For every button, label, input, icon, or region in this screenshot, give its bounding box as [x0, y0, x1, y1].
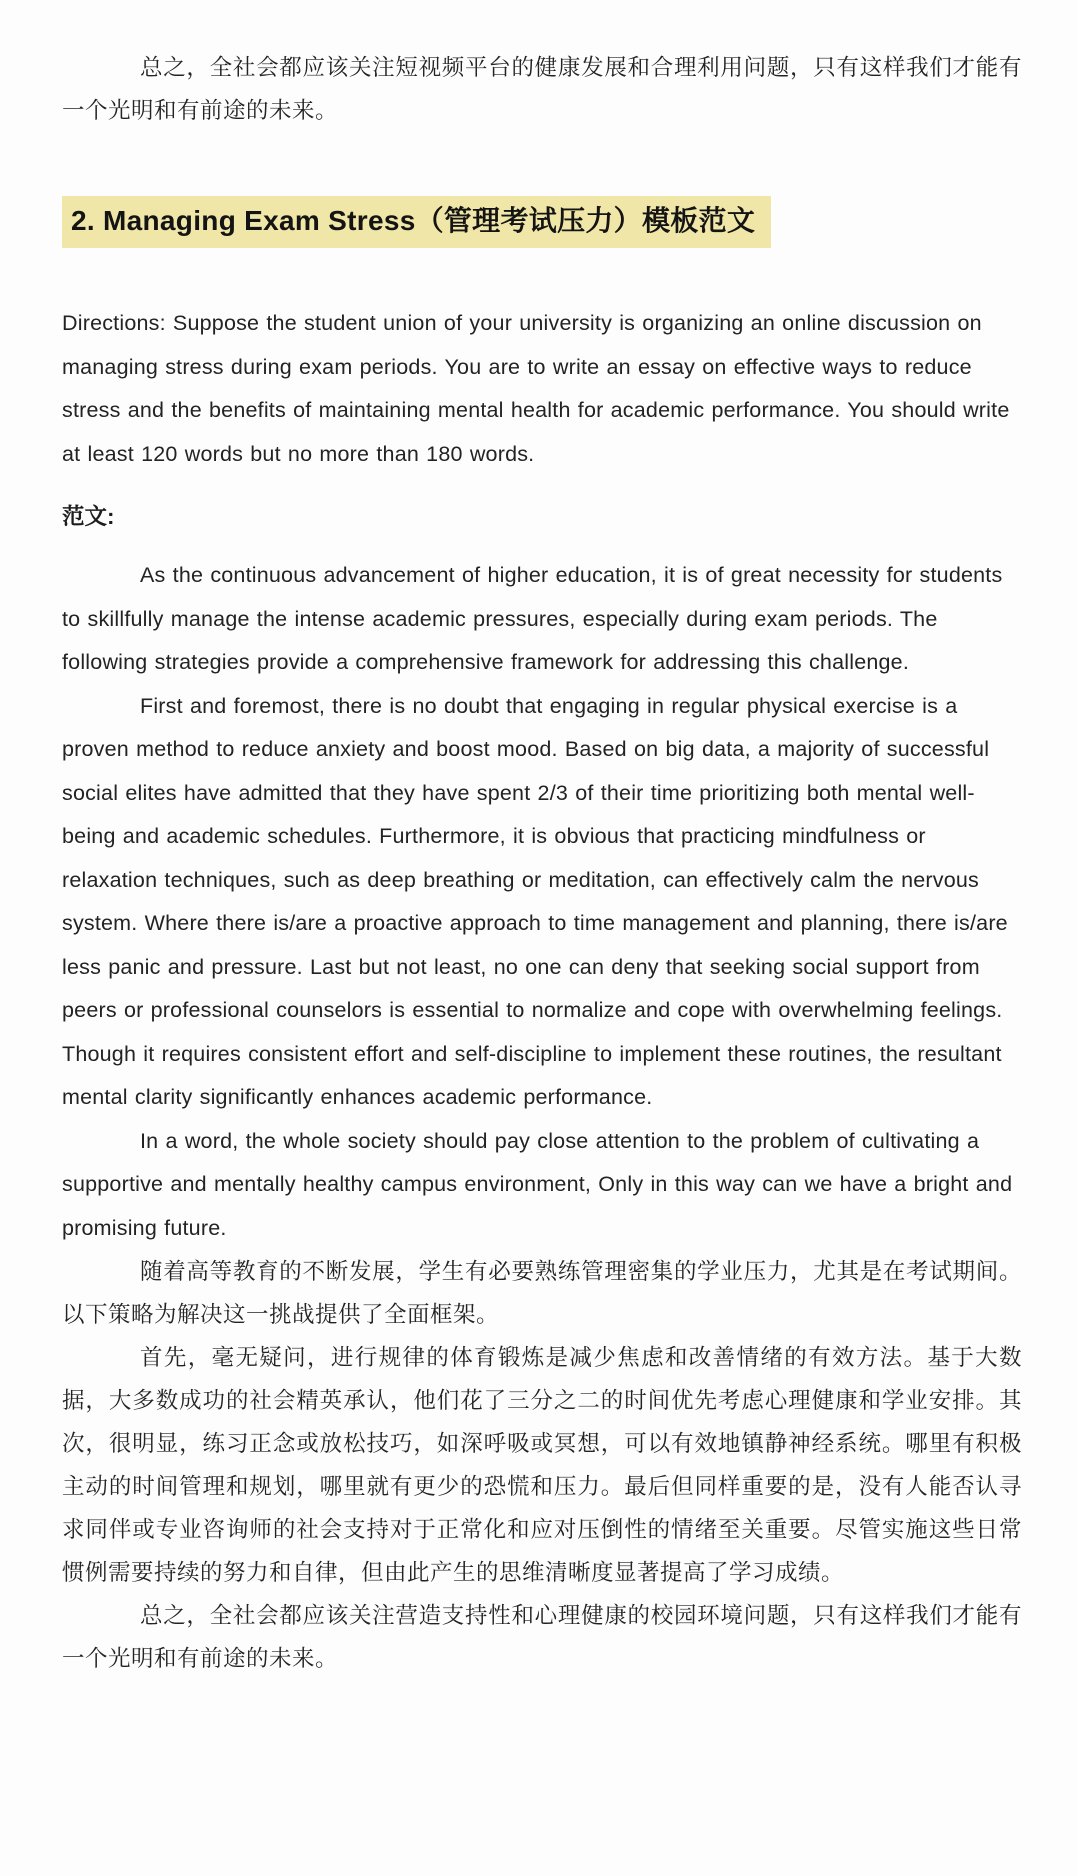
essay-zh-paragraph-2: 首先，毫无疑问，进行规律的体育锻炼是减少焦虑和改善情绪的有效方法。基于大数据，大多数成功的社会精英承认，他们花了三分之二的时间优先考虑心理健康和学业安排。其次，很明显，练习正念或放松技巧，如深呼吸或冥想，可以有效地镇静神经系统。哪里有积极主动的时间管理和规划，哪里就有更少的恐慌和压力。最后但同样重要的是，没有人能否认寻求同伴或专业咨询师的社会支持对于正常化和应对压倒性的情绪至关重要。尽管实施这些日常惯例需要持续的努力和自律，但由此产生的思维清晰度显著提高了学习成绩。 [62, 1345, 1022, 1585]
directions-paragraph: Directions: Suppose the student union of your university is organizing an online discussion on managing stress during exam periods. You are to write an essay on effective ways to reduce stress and the benefits of maintaining mental health for academic performance. You should write at least 120 words but no more than 180 words. [62, 311, 1010, 466]
section-heading: 2. Managing Exam Stress（管理考试压力）模板范文 [62, 196, 771, 248]
essay-zh-paragraph-1: 随着高等教育的不断发展，学生有必要熟练管理密集的学业压力，尤其是在考试期间。以下策略为解决这一挑战提供了全面框架。 [62, 1259, 1022, 1327]
previous-section-conclusion: 总之，全社会都应该关注短视频平台的健康发展和合理利用问题，只有这样我们才能有一个光明和有前途的未来。 [62, 55, 1022, 123]
essay-en-paragraph-3: In a word, the whole society should pay close attention to the problem of cultivating a supportive and mentally healthy campus environment, Only in this way can we have a bright and promising future. [62, 1128, 1013, 1240]
essay-en-paragraph-1: As the continuous advancement of higher education, it is of great necessity for students to skillfully manage the intense academic pressures, especially during exam periods. The following strategies provide a comprehensive framework for addressing this challenge. [62, 563, 1003, 674]
essay-en-paragraph-2: First and foremost, there is no doubt that engaging in regular physical exercise is a proven method to reduce anxiety and boost mood. Based on big data, a majority of successful social elites have admitted that they have spent 2/3 of their time prioritizing both mental well-being and academic schedules. Furthermore, it is obvious that practicing mindfulness or relaxation techniques, such as deep breathing or meditation, can effectively calm the nervous system. Where there is/are a proactive approach to time management and planning, there is/are less panic and pressure. Last but not least, no one can deny that seeking social support from peers or professional counselors is essential to normalize and cope with overwhelming feelings. Though it requires consistent effort and self-discipline to implement these routines, the resultant mental clarity significantly enhances academic performance. [62, 693, 1008, 1109]
sample-essay-body [62, 554, 1022, 1680]
section-heading-row [62, 196, 1022, 248]
sample-essay-label: 范文: [62, 504, 115, 529]
essay-zh-paragraph-3: 总之，全社会都应该关注营造支持性和心理健康的校园环境问题，只有这样我们才能有一个光明和有前途的未来。 [62, 1603, 1022, 1671]
